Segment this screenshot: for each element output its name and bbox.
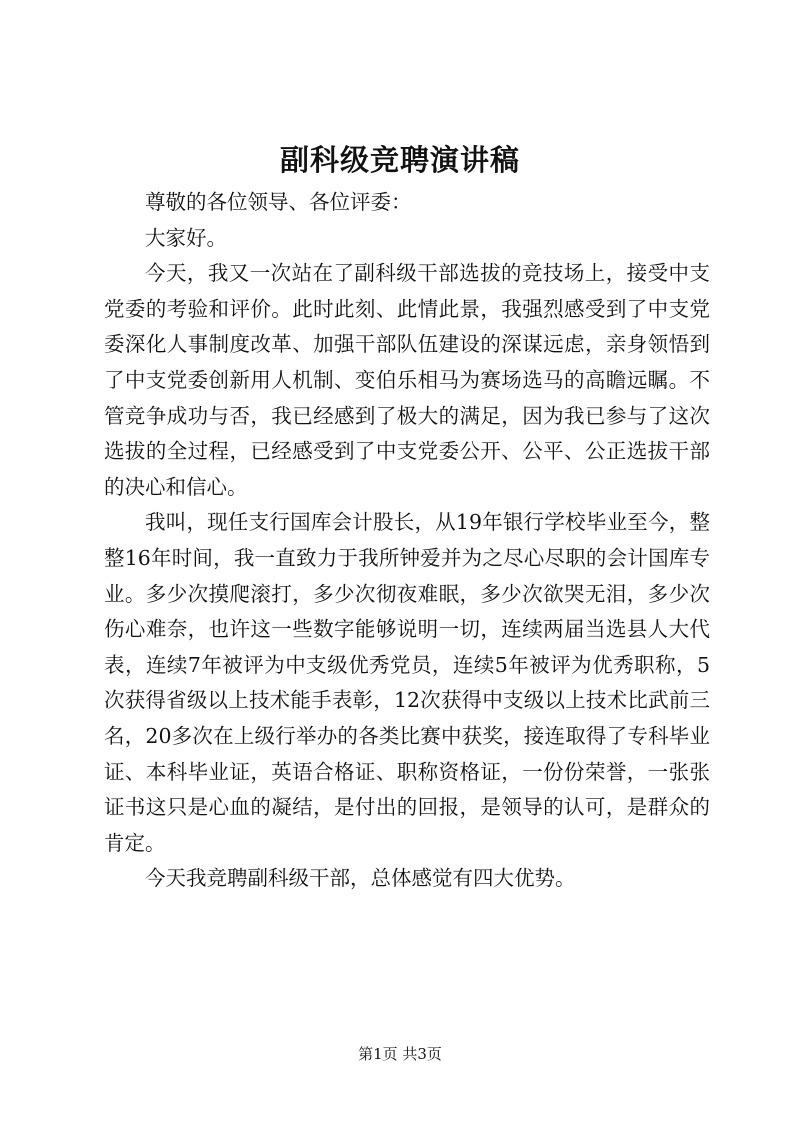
intro-paragraph: 今天，我又一次站在了副科级干部选拔的竞技场上，接受中支党委的考验和评价。此时此刻、此情此景，我强烈感受到了中支党委深化人事制度改革、加强干部队伍建设的深谋远虑，亲身领悟到了中支党委创新用人机制、变伯乐相马为赛场选马的高瞻远瞩。不管竞争成功与否，我已经感到了极大的满足，因为我已参与了这次选拔的全过程，已经感受到了中支党委公开、公平、公正选拔干部的决心和信心。 xyxy=(104,261,710,499)
document-body xyxy=(104,185,710,897)
background-paragraph: 我叫，现任支行国库会计股长，从19年银行学校毕业至今，整整16年时间，我一直致力于我所钟爱并为之尽心尽职的会计国库专业。多少次摸爬滚打，多少次彻夜难眠，多少次欲哭无泪，多少次伤心难奈，也许这一些数字能够说明一切，连续两届当选县人大代表，连续7年被评为中支级优秀党员，连续5年被评为优秀职称，5次获得省级以上技术能手表彰，12次获得中支级以上技术比武前三名，20多次在上级行举办的各类比赛中获奖，接连取得了专科毕业证、本科毕业证，英语合格证、职称资格证，一份份荣誉，一张张证书这只是心血的凝结，是付出的回报，是领导的认可，是群众的肯定。 xyxy=(104,510,710,855)
greeting-paragraph: 大家好。 xyxy=(145,225,227,250)
page-footer: 第1页 共3页 xyxy=(358,1045,442,1063)
document-title: 副科级竞聘演讲稿 xyxy=(279,143,520,177)
salutation-paragraph: 尊敬的各位领导、各位评委： xyxy=(145,190,412,214)
advantages-paragraph: 今天我竞聘副科级干部，总体感觉有四大优势。 xyxy=(145,866,576,891)
